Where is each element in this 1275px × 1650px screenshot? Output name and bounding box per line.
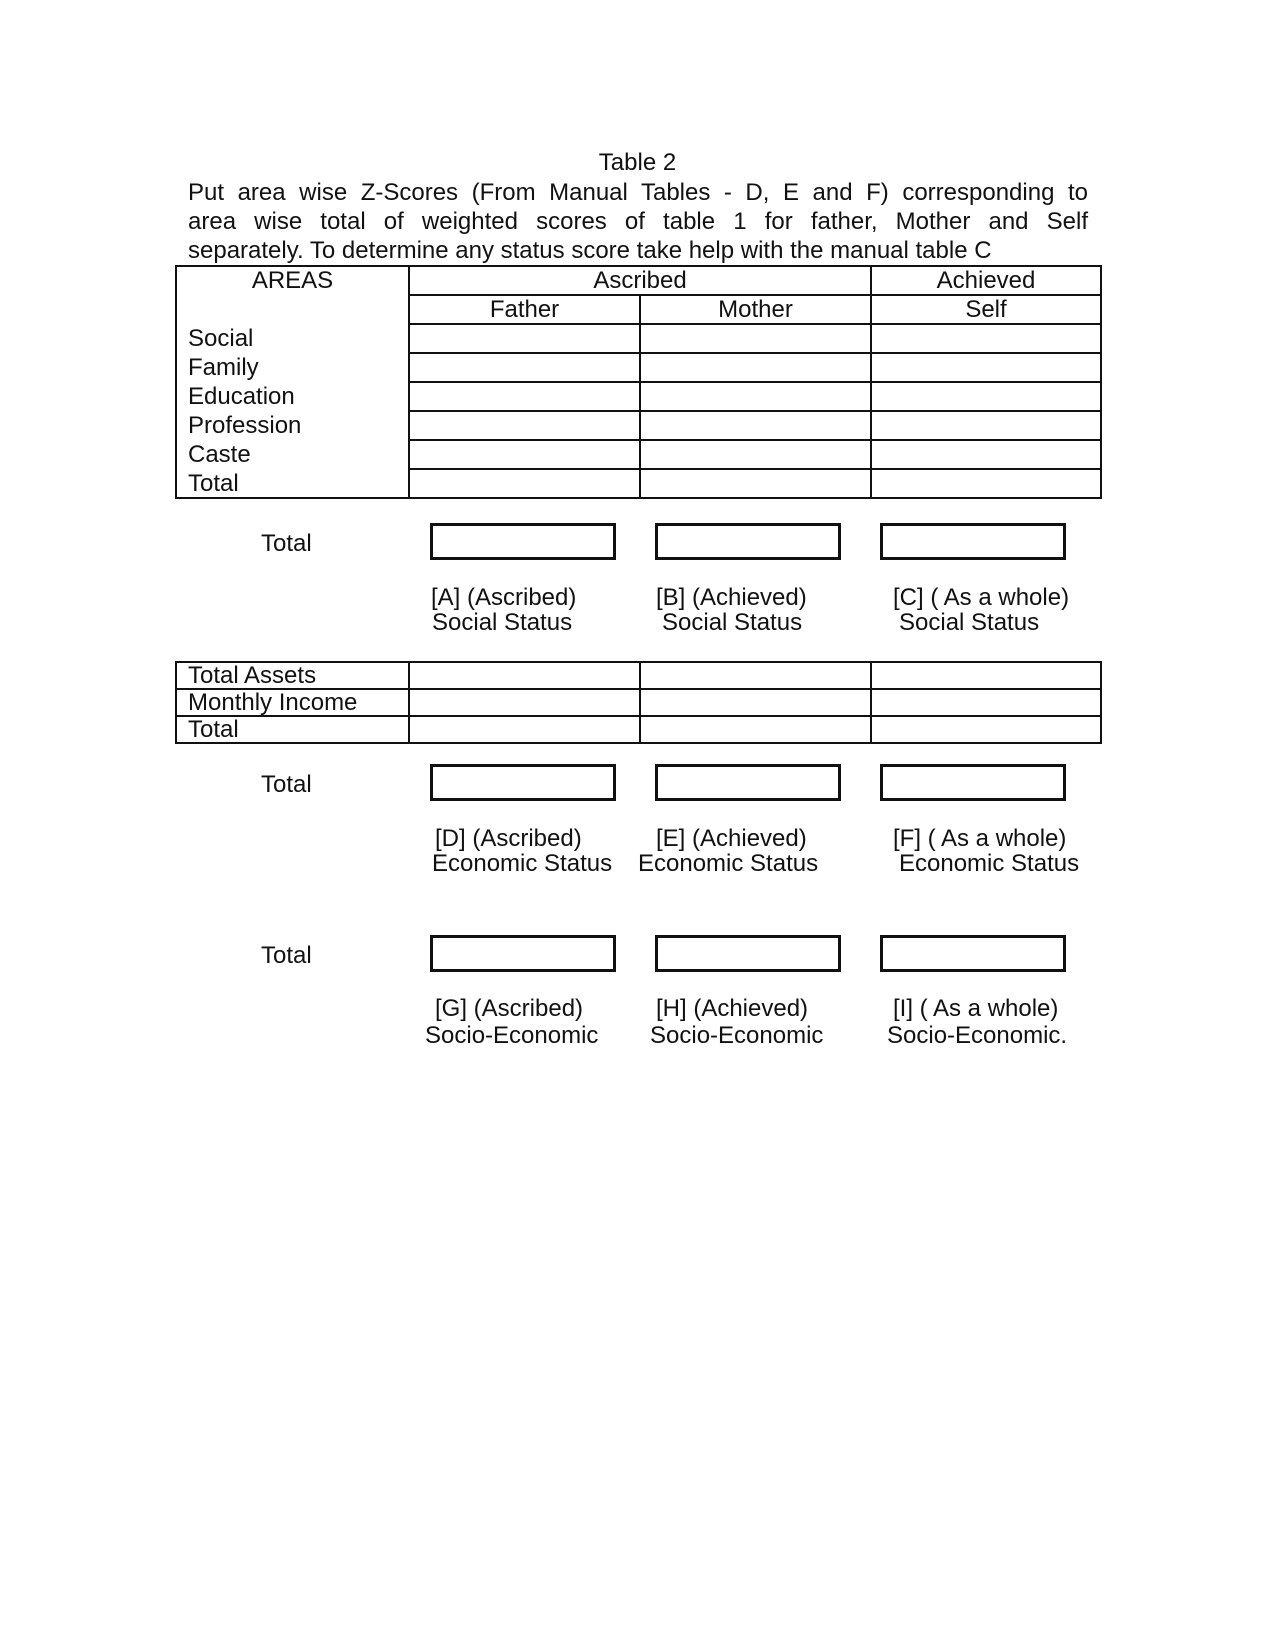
row-label-monthly-income: Monthly Income <box>176 689 409 716</box>
self-economic-total-cell[interactable] <box>871 716 1101 743</box>
father-economic-total-cell[interactable] <box>409 716 640 743</box>
mother-total-cell[interactable] <box>640 469 871 498</box>
table-row <box>176 324 1101 353</box>
row-label-education: Education <box>176 382 409 411</box>
father-income-cell[interactable] <box>409 689 640 716</box>
father-caste-cell[interactable] <box>409 440 640 469</box>
ascribed-socio-economic-box[interactable] <box>430 935 616 972</box>
mother-income-cell[interactable] <box>640 689 871 716</box>
row-label-family: Family <box>176 353 409 382</box>
caption-d-line2: Economic Status <box>432 850 613 877</box>
table-row <box>176 716 1101 743</box>
table-row <box>176 353 1101 382</box>
self-caste-cell[interactable] <box>871 440 1101 469</box>
father-total-cell[interactable] <box>409 469 640 498</box>
row-label-economic-total: Total <box>176 716 409 743</box>
whole-social-status-box[interactable] <box>880 523 1066 560</box>
achieved-economic-status-box[interactable] <box>655 764 841 801</box>
mother-caste-cell[interactable] <box>640 440 871 469</box>
father-social-cell[interactable] <box>409 324 640 353</box>
self-social-cell[interactable] <box>871 324 1101 353</box>
table-title: Table 2 <box>598 149 677 176</box>
mother-family-cell[interactable] <box>640 353 871 382</box>
instructions-line-2: area wise total of weighted scores of table 1 for father, Mother and Self <box>188 208 1088 235</box>
caption-h-line2: Socio-Economic <box>650 1022 824 1049</box>
father-column-header: Father <box>409 295 640 324</box>
row-label-caste: Caste <box>176 440 409 469</box>
row-label-profession: Profession <box>176 411 409 440</box>
ascribed-social-status-box[interactable] <box>430 523 616 560</box>
self-family-cell[interactable] <box>871 353 1101 382</box>
whole-economic-status-box[interactable] <box>880 764 1066 801</box>
ascribed-economic-status-box[interactable] <box>430 764 616 801</box>
caption-g-line1: [G] (Ascribed) <box>435 995 584 1022</box>
instructions-line-3: separately. To determine any status score take help with the manual table C <box>188 237 992 264</box>
row-label-total-assets: Total Assets <box>176 662 409 689</box>
table-row <box>176 469 1101 498</box>
caption-c-line1: [C] ( As a whole) <box>893 584 1070 611</box>
father-family-cell[interactable] <box>409 353 640 382</box>
mother-assets-cell[interactable] <box>640 662 871 689</box>
social-total-label: Total <box>261 530 312 557</box>
caption-f-line1: [F] ( As a whole) <box>893 825 1067 852</box>
areas-header: AREAS <box>176 266 409 324</box>
self-education-cell[interactable] <box>871 382 1101 411</box>
achieved-social-status-box[interactable] <box>655 523 841 560</box>
caption-g-line2: Socio-Economic <box>425 1022 599 1049</box>
father-profession-cell[interactable] <box>409 411 640 440</box>
caption-e-line1: [E] (Achieved) <box>656 825 807 852</box>
table-row <box>176 689 1101 716</box>
caption-h-line1: [H] (Achieved) <box>656 995 809 1022</box>
caption-c-line2: Social Status <box>899 609 1040 636</box>
caption-b-line1: [B] (Achieved) <box>656 584 807 611</box>
instructions-line-1: Put area wise Z-Scores (From Manual Tables - D, E and F) corresponding to <box>188 179 1088 206</box>
socio-economic-total-label: Total <box>261 942 312 969</box>
mother-profession-cell[interactable] <box>640 411 871 440</box>
mother-social-cell[interactable] <box>640 324 871 353</box>
self-income-cell[interactable] <box>871 689 1101 716</box>
self-total-cell[interactable] <box>871 469 1101 498</box>
caption-i-line2: Socio-Economic. <box>887 1022 1068 1049</box>
instructions-paragraph <box>188 178 1088 265</box>
table-row <box>176 411 1101 440</box>
economic-table <box>175 661 1102 744</box>
mother-education-cell[interactable] <box>640 382 871 411</box>
table-row <box>176 662 1101 689</box>
ascribed-header: Ascribed <box>409 266 871 295</box>
caption-b-line2: Social Status <box>662 609 803 636</box>
table-row <box>176 440 1101 469</box>
areas-table <box>175 265 1102 499</box>
father-education-cell[interactable] <box>409 382 640 411</box>
self-column-header: Self <box>871 295 1101 324</box>
mother-economic-total-cell[interactable] <box>640 716 871 743</box>
self-assets-cell[interactable] <box>871 662 1101 689</box>
row-label-total: Total <box>176 469 409 498</box>
caption-e-line2: Economic Status <box>638 850 819 877</box>
caption-d-line1: [D] (Ascribed) <box>435 825 582 852</box>
caption-i-line1: [I] ( As a whole) <box>893 995 1059 1022</box>
self-profession-cell[interactable] <box>871 411 1101 440</box>
father-assets-cell[interactable] <box>409 662 640 689</box>
table-row <box>176 382 1101 411</box>
row-label-social: Social <box>176 324 409 353</box>
achieved-header: Achieved <box>871 266 1101 295</box>
economic-total-label: Total <box>261 771 312 798</box>
achieved-socio-economic-box[interactable] <box>655 935 841 972</box>
whole-socio-economic-box[interactable] <box>880 935 1066 972</box>
mother-column-header: Mother <box>640 295 871 324</box>
caption-f-line2: Economic Status <box>899 850 1080 877</box>
caption-a-line2: Social Status <box>432 609 573 636</box>
caption-a-line1: [A] (Ascribed) <box>431 584 577 611</box>
